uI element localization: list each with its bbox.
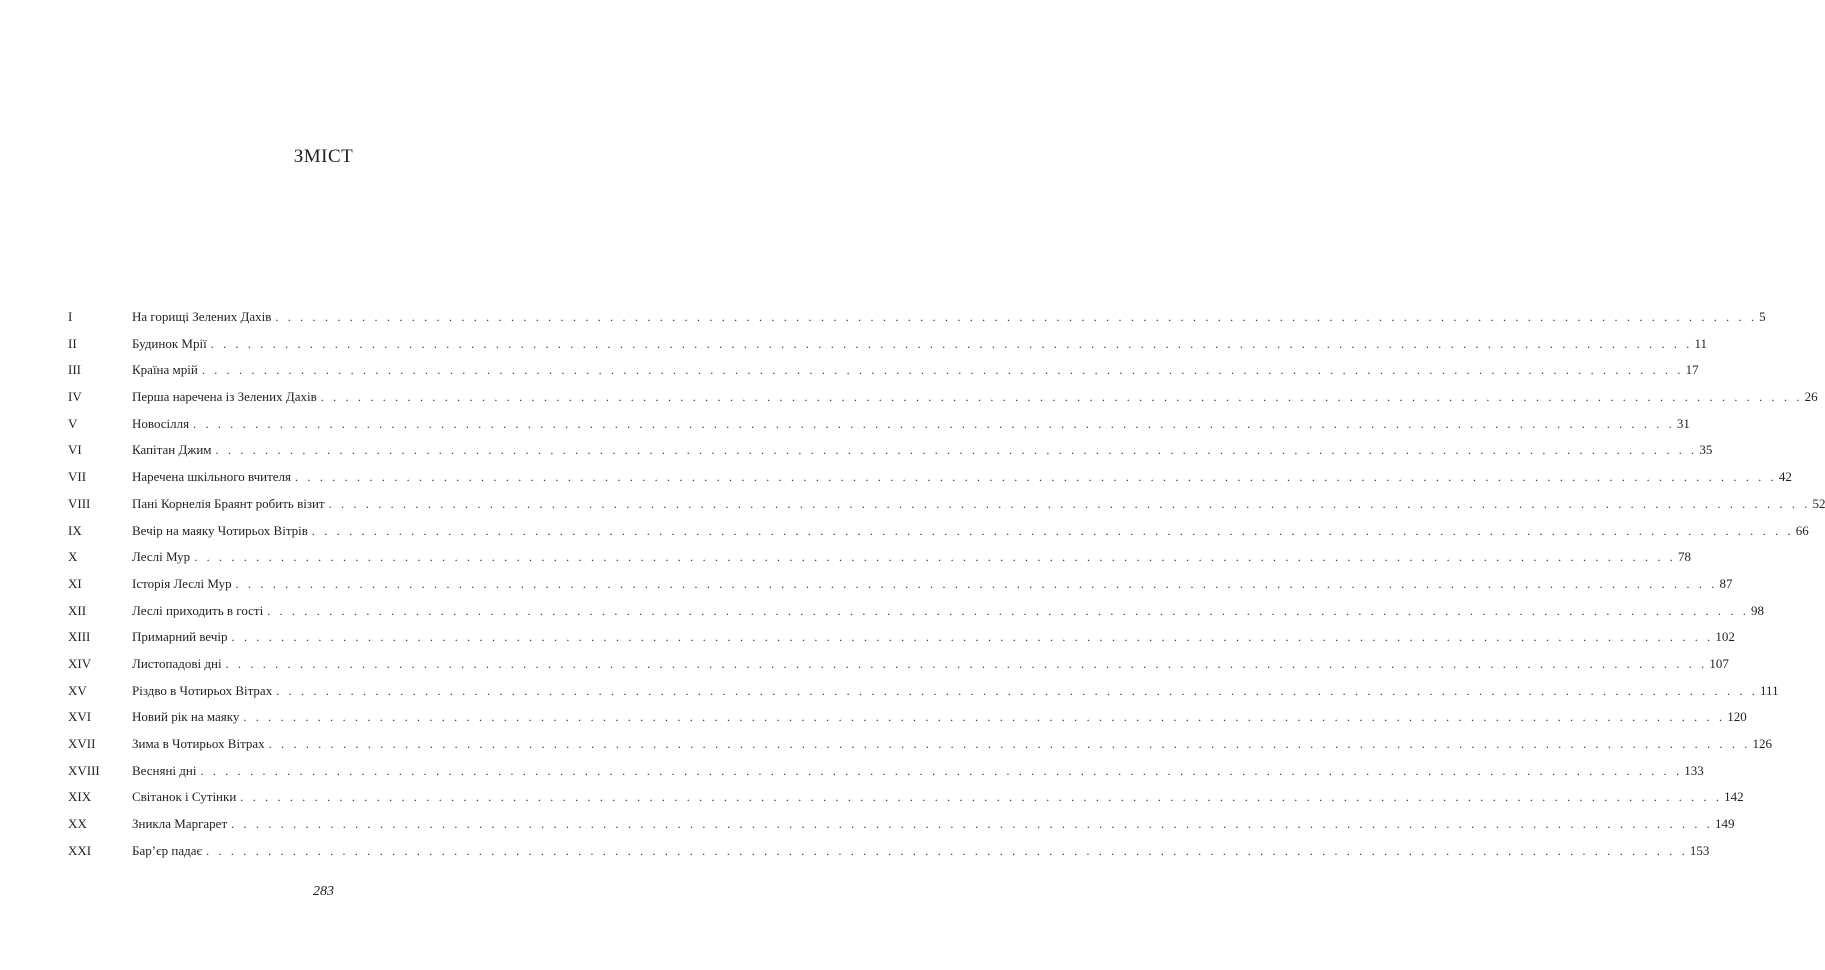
chapter-page-number: 11: [1694, 335, 1708, 351]
dot-leader: . . . . . . . . . . . . . . . . . . . . . . . . . . . . . . . . . . . . . . . . . . . . . . . . . . . . . . . . . . . . . . . . . . . . . . . . . . . . . . . . . . . . . . . . . . . . . . . . . . . . . . . . . . . . . . . . . . . . . . . .: [276, 683, 1759, 698]
chapter-number: XIX: [68, 789, 92, 805]
chapter-page-number: 31: [1676, 415, 1690, 431]
chapter-page-number: 111: [1760, 682, 1779, 698]
toc-entry: [68, 389, 1818, 416]
chapter-title: Будинок Мрії: [132, 335, 207, 351]
dot-leader: . . . . . . . . . . . . . . . . . . . . . . . . . . . . . . . . . . . . . . . . . . . . . . . . . . . . . . . . . . . . . . . . . . . . . . . . . . . . . . . . . . . . . . . . . . . . . . . . . . . . . . . . . . . . . . . . . . . . . . . .: [320, 390, 1803, 405]
chapter-number: VI: [68, 442, 82, 458]
chapter-number: XIII: [68, 629, 91, 645]
chapter-title: Леслі Мур: [132, 549, 191, 565]
toc-entry: [68, 655, 1729, 683]
chapter-page-number: 107: [1709, 655, 1729, 671]
chapter-title: Леслі приходить в гості: [132, 602, 264, 618]
toc-entry: [68, 682, 1779, 710]
chapter-number: V: [68, 415, 78, 431]
toc-entry: [68, 469, 1792, 496]
dot-leader: . . . . . . . . . . . . . . . . . . . . . . . . . . . . . . . . . . . . . . . . . . . . . . . . . . . . . . . . . . . . . . . . . . . . . . . . . . . . . . . . . . . . . . . . . . . . . . . . . . . . . . . . . . . . . . . . . . . . . . . .: [243, 710, 1726, 725]
chapter-page-number: 102: [1715, 629, 1735, 645]
chapter-page-number: 66: [1795, 522, 1809, 538]
chapter-number: XV: [68, 682, 87, 698]
chapter-number: XXI: [68, 842, 92, 858]
chapter-title: Різдво в Чотирьох Вітрах: [132, 682, 273, 698]
chapter-page-number: 98: [1751, 602, 1765, 618]
toc-entry: [68, 335, 1708, 363]
toc-entry: [68, 816, 1735, 843]
toc-entry: [68, 362, 1699, 389]
chapter-title: Зникла Маргарет: [132, 816, 228, 832]
dot-leader: . . . . . . . . . . . . . . . . . . . . . . . . . . . . . . . . . . . . . . . . . . . . . . . . . . . . . . . . . . . . . . . . . . . . . . . . . . . . . . . . . . . . . . . . . . . . . . . . . . . . . . . . . . . . . . . . . . . . . . . .: [200, 763, 1683, 778]
chapter-title: Капітан Джим: [132, 442, 212, 458]
chapter-title: Листопадові дні: [132, 655, 222, 671]
dot-leader: . . . . . . . . . . . . . . . . . . . . . . . . . . . . . . . . . . . . . . . . . . . . . . . . . . . . . . . . . . . . . . . . . . . . . . . . . . . . . . . . . . . . . . . . . . . . . . . . . . . . . . . . . . . . . . . . . . . . . . . .: [235, 576, 1718, 591]
toc-entry: [68, 736, 1772, 763]
chapter-title: Перша наречена із Зелених Дахів: [132, 389, 317, 405]
chapter-title: Наречена шкільного вчителя: [132, 469, 292, 485]
dot-leader: . . . . . . . . . . . . . . . . . . . . . . . . . . . . . . . . . . . . . . . . . . . . . . . . . . . . . . . . . . . . . . . . . . . . . . . . . . . . . . . . . . . . . . . . . . . . . . . . . . . . . . . . . . . . . . . . . . . . . . . .: [240, 790, 1723, 805]
dot-leader: . . . . . . . . . . . . . . . . . . . . . . . . . . . . . . . . . . . . . . . . . . . . . . . . . . . . . . . . . . . . . . . . . . . . . . . . . . . . . . . . . . . . . . . . . . . . . . . . . . . . . . . . . . . . . . . . . . . . . . . .: [231, 630, 1714, 645]
chapter-page-number: 120: [1727, 709, 1747, 725]
chapter-number: IV: [68, 389, 82, 405]
toc-entry: [68, 602, 1765, 630]
chapter-page-number: 42: [1778, 469, 1792, 485]
chapter-page-number: 17: [1685, 362, 1699, 378]
dot-leader: . . . . . . . . . . . . . . . . . . . . . . . . . . . . . . . . . . . . . . . . . . . . . . . . . . . . . . . . . . . . . . . . . . . . . . . . . . . . . . . . . . . . . . . . . . . . . . . . . . . . . . . . . . . . . . . . . . . . . . . .: [210, 336, 1693, 351]
dot-leader: . . . . . . . . . . . . . . . . . . . . . . . . . . . . . . . . . . . . . . . . . . . . . . . . . . . . . . . . . . . . . . . . . . . . . . . . . . . . . . . . . . . . . . . . . . . . . . . . . . . . . . . . . . . . . . . . . . . . . . . .: [268, 737, 1751, 751]
chapter-page-number: 35: [1699, 442, 1713, 458]
chapter-page-number: 26: [1804, 389, 1818, 405]
chapter-title: Примарний вечір: [132, 629, 228, 645]
dot-leader: . . . . . . . . . . . . . . . . . . . . . . . . . . . . . . . . . . . . . . . . . . . . . . . . . . . . . . . . . . . . . . . . . . . . . . . . . . . . . . . . . . . . . . . . . . . . . . . . . . . . . . . . . . . . . . . . . . . . . . . .: [206, 843, 1688, 858]
chapter-title: Зима в Чотирьох Вітрах: [132, 736, 265, 751]
toc-entry: [68, 549, 1691, 576]
chapter-number: I: [68, 309, 73, 324]
chapter-page-number: 153: [1689, 842, 1710, 858]
chapter-number: XVI: [68, 709, 92, 725]
chapter-page-number: 78: [1678, 549, 1691, 565]
chapter-title: На горищі Зелених Дахів: [132, 309, 272, 324]
chapter-page-number: 87: [1719, 575, 1733, 591]
chapter-title: Історія Леслі Мур: [132, 575, 232, 591]
chapter-number: XIV: [68, 655, 92, 671]
chapter-page-number: 142: [1724, 789, 1744, 805]
table-of-contents: [68, 309, 1825, 869]
dot-leader: . . . . . . . . . . . . . . . . . . . . . . . . . . . . . . . . . . . . . . . . . . . . . . . . . . . . . . . . . . . . . . . . . . . . . . . . . . . . . . . . . . . . . . . . . . . . . . . . . . . . . . . . . . . . . . . . . . . . . . . .: [275, 310, 1758, 324]
dot-leader: . . . . . . . . . . . . . . . . . . . . . . . . . . . . . . . . . . . . . . . . . . . . . . . . . . . . . . . . . . . . . . . . . . . . . . . . . . . . . . . . . . . . . . . . . . . . . . . . . . . . . . . . . . . . . . . . . . . . . . . .: [231, 817, 1713, 832]
chapter-title: Новий рік на маяку: [132, 709, 240, 725]
chapter-number: VII: [68, 469, 87, 485]
toc-entry: [68, 522, 1809, 550]
chapter-title: Новосілля: [132, 415, 190, 431]
chapter-number: II: [68, 335, 77, 351]
chapter-number: IX: [68, 522, 82, 538]
chapter-number: VIII: [68, 495, 91, 511]
dot-leader: . . . . . . . . . . . . . . . . . . . . . . . . . . . . . . . . . . . . . . . . . . . . . . . . . . . . . . . . . . . . . . . . . . . . . . . . . . . . . . . . . . . . . . . . . . . . . . . . . . . . . . . . . . . . . . . . . . . . . . . .: [193, 416, 1675, 431]
chapter-title: Світанок і Сутінки: [132, 789, 237, 805]
chapter-number: XII: [68, 602, 87, 618]
page-number: 283: [313, 884, 334, 899]
toc-entry: [68, 629, 1735, 656]
chapter-number: X: [68, 549, 78, 565]
dot-leader: . . . . . . . . . . . . . . . . . . . . . . . . . . . . . . . . . . . . . . . . . . . . . . . . . . . . . . . . . . . . . . . . . . . . . . . . . . . . . . . . . . . . . . . . . . . . . . . . . . . . . . . . . . . . . . . . . . . . . . . .: [328, 496, 1811, 511]
chapter-page-number: 133: [1684, 762, 1704, 778]
toc-entry: [68, 842, 1710, 870]
chapter-title: Країна мрій: [132, 362, 198, 378]
chapter-title: Вечір на маяку Чотирьох Вітрів: [132, 522, 308, 538]
chapter-number: XVIII: [68, 762, 100, 778]
dot-leader: . . . . . . . . . . . . . . . . . . . . . . . . . . . . . . . . . . . . . . . . . . . . . . . . . . . . . . . . . . . . . . . . . . . . . . . . . . . . . . . . . . . . . . . . . . . . . . . . . . . . . . . . . . . . . . . . . . . . . . . .: [201, 363, 1684, 378]
toc-entry: [68, 709, 1747, 736]
chapter-page-number: 149: [1714, 816, 1735, 832]
chapter-number: III: [68, 362, 81, 378]
chapter-title: Весняні дні: [132, 762, 197, 778]
dot-leader: . . . . . . . . . . . . . . . . . . . . . . . . . . . . . . . . . . . . . . . . . . . . . . . . . . . . . . . . . . . . . . . . . . . . . . . . . . . . . . . . . . . . . . . . . . . . . . . . . . . . . . . . . . . . . . . . . . . . . . . .: [225, 656, 1708, 671]
toc-entry: [68, 762, 1704, 790]
chapter-page-number: 126: [1752, 736, 1772, 751]
toc-entry: [68, 789, 1744, 816]
toc-entry: [68, 442, 1713, 469]
toc-entry: [68, 309, 1766, 336]
toc-entry: [68, 495, 1825, 523]
dot-leader: . . . . . . . . . . . . . . . . . . . . . . . . . . . . . . . . . . . . . . . . . . . . . . . . . . . . . . . . . . . . . . . . . . . . . . . . . . . . . . . . . . . . . . . . . . . . . . . . . . . . . . . . . . . . . . . . . . . . . . . .: [215, 443, 1698, 458]
chapter-number: XI: [68, 575, 82, 591]
chapter-number: XVII: [68, 736, 96, 751]
dot-leader: . . . . . . . . . . . . . . . . . . . . . . . . . . . . . . . . . . . . . . . . . . . . . . . . . . . . . . . . . . . . . . . . . . . . . . . . . . . . . . . . . . . . . . . . . . . . . . . . . . . . . . . . . . . . . . . . . . . . . . . .: [194, 550, 1676, 565]
chapter-page-number: 5: [1759, 309, 1766, 324]
chapter-number: XX: [68, 816, 87, 832]
dot-leader: . . . . . . . . . . . . . . . . . . . . . . . . . . . . . . . . . . . . . . . . . . . . . . . . . . . . . . . . . . . . . . . . . . . . . . . . . . . . . . . . . . . . . . . . . . . . . . . . . . . . . . . . . . . . . . . . . . . . . . . .: [311, 523, 1794, 538]
dot-leader: . . . . . . . . . . . . . . . . . . . . . . . . . . . . . . . . . . . . . . . . . . . . . . . . . . . . . . . . . . . . . . . . . . . . . . . . . . . . . . . . . . . . . . . . . . . . . . . . . . . . . . . . . . . . . . . . . . . . . . . .: [267, 603, 1750, 618]
toc-entry: [68, 415, 1690, 443]
page-title: ЗМІСТ: [293, 146, 354, 167]
chapter-title: Пані Корнелія Браянт робить візит: [132, 495, 325, 511]
chapter-title: Бар’єр падає: [132, 842, 203, 858]
chapter-page-number: 52: [1812, 495, 1825, 511]
toc-entry: [68, 575, 1733, 603]
dot-leader: . . . . . . . . . . . . . . . . . . . . . . . . . . . . . . . . . . . . . . . . . . . . . . . . . . . . . . . . . . . . . . . . . . . . . . . . . . . . . . . . . . . . . . . . . . . . . . . . . . . . . . . . . . . . . . . . . . . . . . . .: [295, 470, 1777, 485]
